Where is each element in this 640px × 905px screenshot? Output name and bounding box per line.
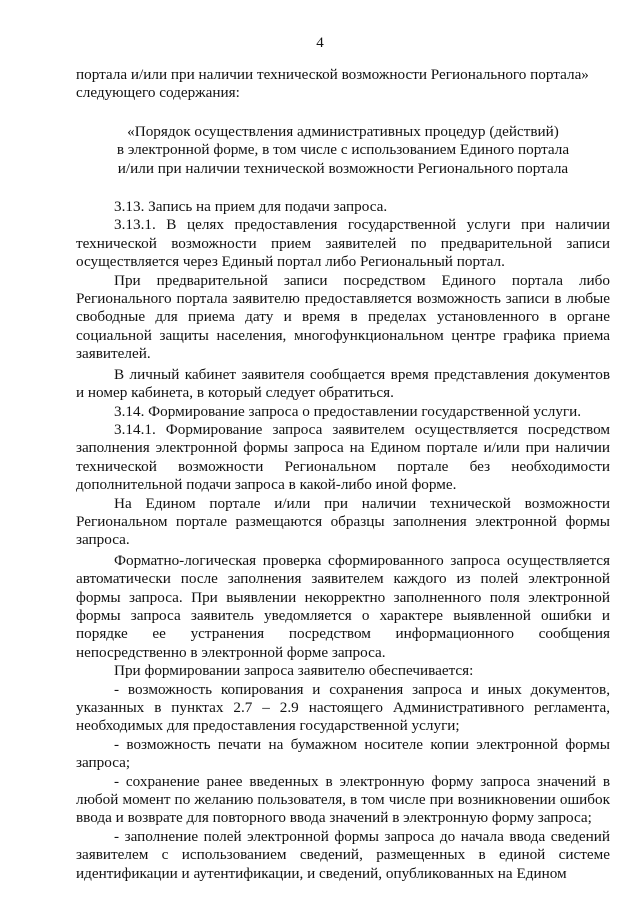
paragraph-preliminary-record: При предварительной записи посредством Единого портала либо Регионального портала заявителю предоставляется возможность записи в любые свободные для приема дату и время в пределах установленного в органе социальной защиты населения, многофункциональном центре графика приема заявителей. [76,271,610,363]
list-item-save-values: - сохранение ранее введенных в электронную форму запроса значений в любой момент по желанию пользователя, в том числе при возникновении ошибок ввода и возврате для повторного ввода значений в электронную форму запроса; [76,772,610,827]
paragraph-provided: При формировании запроса заявителю обеспечивается: [114,662,474,680]
paragraph-3-13: 3.13. Запись на прием для подачи запроса. [114,198,388,216]
paragraph-personal-cabinet: В личный кабинет заявителя сообщается время представления документов и номер кабинета, в который следует обратиться. [76,365,610,402]
list-item-autofill: - заполнение полей электронной формы запроса до начала ввода сведений заявителем с использованием сведений, размещенных в единой системе идентификации и аутентификации, и сведений, опубликованных на Едином [76,827,610,882]
paragraph-samples: На Едином портале и/или при наличии технической возможности Региональном портале размещаются образцы заполнения электронной формы запроса. [76,494,610,549]
heading-line-2: в электронной форме, в том числе с использованием Единого портала [116,141,570,159]
paragraph-3-13-1: 3.13.1. В целях предоставления государственной услуги при наличии технической возможности прием заявителей по предварительной записи осуществляется через Единый портал либо Региональный портал. [76,216,610,271]
paragraph-3-14-1: 3.14.1. Формирование запроса заявителем осуществляется посредством заполнения электронной формы запроса на Едином портале и/или при наличии технической возможности Региональном портале без необходимости дополнительной подачи запроса в какой-либо иной форме. [76,420,610,494]
section-heading [76,123,610,178]
paragraph-3-14: 3.14. Формирование запроса о предоставлении государственной услуги. [114,402,582,420]
heading-line-1: «Порядок осуществления административных процедур (действий) [127,122,559,140]
document-body [76,66,610,883]
intro-line-1: портала и/или при наличии технической возможности Регионального портала» [76,66,589,83]
list-item-print: - возможность печати на бумажном носителе копии электронной формы запроса; [76,735,610,772]
paragraph-format-check: Форматно-логическая проверка сформированного запроса осуществляется автоматически после заполнения заявителем каждого из полей электронной формы запроса. При выявлении некорректно заполненного поля электронной формы запроса заявитель уведомляется о характере выявленной ошибки и порядке ее устранения посредством информационного сообщения непосредственно в электронной форме запроса. [76,551,610,661]
page-number: 4 [316,35,324,51]
list-item-copy-save: - возможность копирования и сохранения запроса и иных документов, указанных в пунктах 2.7 – 2.9 настоящего Административного регламента, необходимых для предоставления государственной услуги; [76,680,610,735]
intro-line-2: следующего содержания: [76,84,240,102]
heading-line-3: и/или при наличии технической возможности Регионального портала [117,159,569,177]
